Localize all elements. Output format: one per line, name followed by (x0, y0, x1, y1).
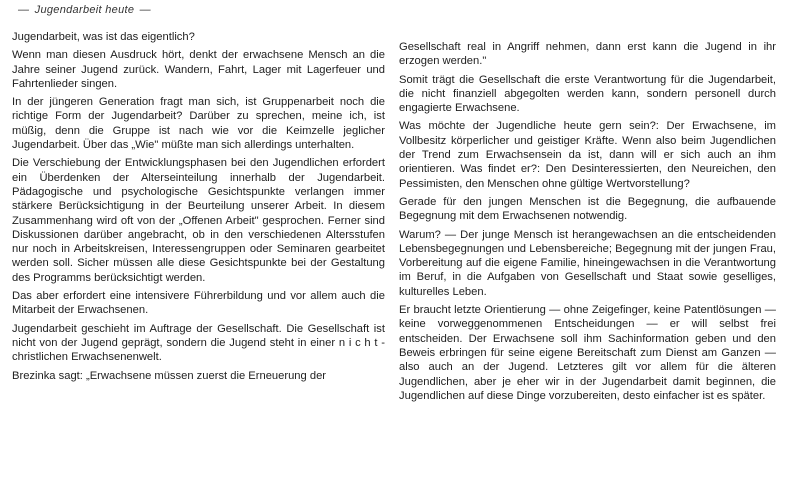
header-title: Jugendarbeit heute (34, 4, 135, 16)
header-dash-left: — (18, 4, 30, 16)
left-column (12, 30, 385, 387)
paragraph: Brezinka sagt: „Erwachsene müssen zuerst die Erneuerung der (12, 369, 327, 382)
paragraph: Gerade für den jungen Menschen ist die Begegnung, die aufbauende Begegnung mit dem Erwachsenen notwendig. (399, 195, 776, 223)
paragraph: Die Verschiebung der Entwicklungsphasen bei den Jugendlichen erfordert ein Überdenken der Alterseinteilung innerhalb der Jugendarbeit. Pädagogische und psychologische Gesichtspunkte verlangen immer stärkere Berücksichtigung in der Beurteilung unserer Arbeit. In diesem Zusammenhang wird oft von der „Offenen Arbeit" gesprochen. Ferner sind Diskussionen darüber angebracht, ob in den verschiedenen Altersstufen nur noch in Arbeitskreisen, Interessengruppen oder Seminaren gearbeitet werden soll. Sicher müssen alle diese Gesichtspunkte bei der Gestaltung des Programms berücksichtigt werden. (12, 157, 385, 284)
paragraph: Er braucht letzte Orientierung — ohne Zeigefinger, keine Patentlösungen — keine vorweggenommenen Entscheidungen — er will selbst frei entscheiden. Der Erwachsene soll ihm Sachinformation geben und den Beweis erbringen für seine eigene Bereitschaft zum Dienst am Ganzen — also auch an der Jugend. Letzteres gilt vor allem für die älteren Jugendlichen, aber je eher wir in der Jugendarbeit damit beginnen, die Jugendlichen auf diese Dinge vorzubereiten, desto einfacher ist es später. (399, 304, 776, 402)
header-dash-right: — (139, 4, 151, 16)
paragraph: Warum? — Der junge Mensch ist herangewachsen an die entscheidenden Lebensbegegnungen und Lebensbereiche; Begegnung mit der jungen Frau, Vorbereitung auf die eigene Familie, hineingewachsen in die Verantwortung im Beruf, in die Aufgaben von Gesellschaft und Staat sowie geselliges, kulturelles Leben. (399, 228, 776, 298)
paragraph: In der jüngeren Generation fragt man sich, ist Gruppenarbeit noch die richtige Form der Jugendarbeit? Darüber zu sprechen, meine ich, ist müßig, denn die Gruppe ist nach wie vor die Keimzelle jeglicher Jugendarbeit. Über das „Wie" müßte man sich allerdings unterhalten. (12, 96, 385, 152)
paragraph: Wenn man diesen Ausdruck hört, denkt der erwachsene Mensch an die Jahre seiner Jugend zurück. Wandern, Fahrt, Lager mit Lagerfeuer und Fahrtenlieder singen. (12, 49, 385, 90)
paragraph: Jugendarbeit, was ist das eigentlich? (12, 31, 195, 43)
paragraph: Was möchte der Jugendliche heute gern sein?: Der Erwachsene, im Vollbesitz körperlicher und geistiger Kräfte. Wenn also beim Jugendlichen der Trend zum Erwachsensein da ist, dann will er sich auch an ihm orientieren. Was findet er?: Den Desinteressierten, den Neureichen, den Pessimisten, den Menschen ohne gültige Wertvorstellung? (399, 120, 776, 190)
paragraph: Das aber erfordert eine intensivere Führerbildung und vor allem auch die Mitarbeit der Erwachsenen. (12, 290, 385, 317)
paragraph: Jugendarbeit geschieht im Auftrage der Gesellschaft. Die Gesellschaft ist nicht von der Jugend geprägt, sondern die Jugend steht in einer n i c h t - christlichen Erwachsenenwelt. (12, 322, 385, 364)
section-header (16, 4, 153, 16)
paragraph: Somit trägt die Gesellschaft die erste Verantwortung für die Jugendarbeit, die nicht finanziell abgegolten werden kann, sondern personell durch engagierte Erwachsene. (399, 73, 776, 115)
paragraph: Gesellschaft real in Angriff nehmen, dann erst kann die Jugend in ihr erzogen werden." (399, 41, 776, 68)
right-column (399, 40, 776, 407)
